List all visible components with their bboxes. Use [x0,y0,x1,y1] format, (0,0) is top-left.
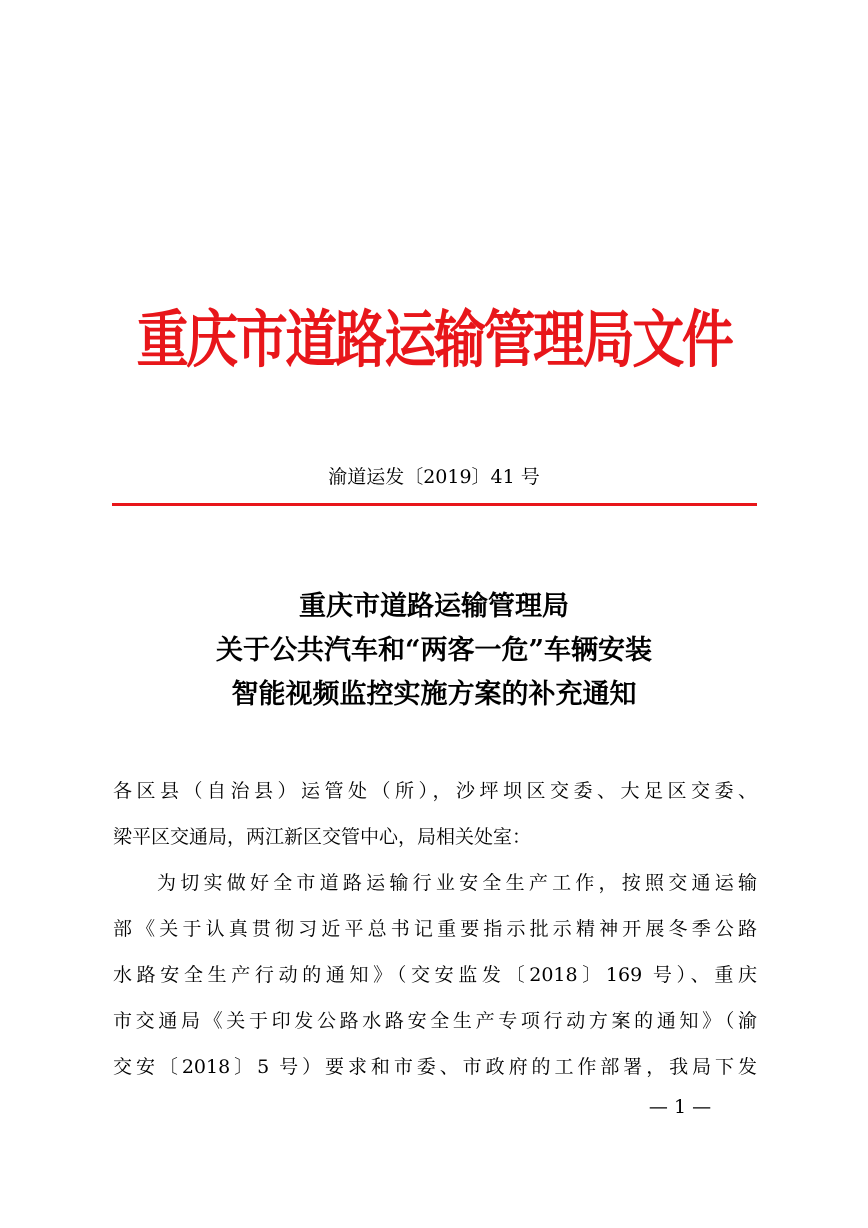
document-number: 渝道运发〔2019〕41 号 [328,466,540,488]
document-title [0,585,868,717]
body-line-paragraph-1: 为切实做好全市道路运输行业安全生产工作，按照交通运输 [157,872,757,894]
red-separator-line [112,503,757,506]
body-line-paragraph-5: 交安〔2018〕5 号）要求和市委、市政府的工作部署，我局下发 [113,1056,757,1078]
body-line-paragraph-4: 市交通局《关于印发公路水路安全生产专项行动方案的通知》（渝 [113,1010,757,1032]
body-line-addressee-1: 各区县（自治县）运管处（所），沙坪坝区交委、大足区交委、 [113,780,757,802]
body-line-paragraph-2: 部《关于认真贯彻习近平总书记重要指示批示精神开展冬季公路 [113,918,757,940]
body-line-paragraph-3: 水路安全生产行动的通知》（交安监发〔2018〕169 号）、重庆 [113,964,757,986]
page-number: — 1 — [648,1096,712,1118]
document-masthead: 重庆市道路运输管理局文件 [136,303,732,376]
document-body [113,768,757,1090]
title-line-2: 关于公共汽车和“两客一危”车辆安装 [215,635,653,666]
title-line-3: 智能视频监控实施方案的补充通知 [231,679,637,710]
title-line-1: 重庆市道路运输管理局 [299,591,569,622]
body-line-addressee-2: 梁平区交通局，两江新区交管中心，局相关处室： [113,826,532,848]
